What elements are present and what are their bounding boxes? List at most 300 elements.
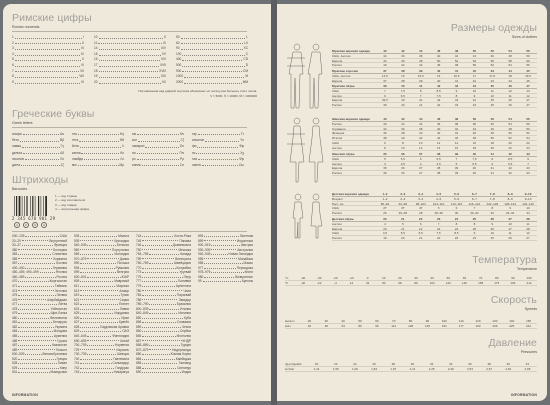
item-value: Украина	[54, 324, 67, 329]
table-cell: -40	[300, 275, 306, 280]
item-value: Великобритания	[42, 352, 67, 357]
table-cell: 36	[401, 171, 405, 176]
table-cell: 42	[454, 53, 459, 58]
dot-leader	[18, 307, 49, 310]
list-item	[132, 162, 184, 168]
table-cell: 6,5	[400, 93, 405, 98]
barcode-bar	[14, 196, 15, 216]
table-cell: 35	[383, 166, 387, 171]
table-cell: 116–122	[468, 201, 481, 206]
item-key: 400–440	[12, 265, 25, 270]
item-key: 930–939	[198, 247, 211, 252]
item-value: Малайзия	[238, 256, 253, 261]
barcode-bar	[19, 196, 21, 216]
dot-leader	[18, 370, 49, 373]
table-cell: 7	[455, 156, 458, 161]
item-value: Сингапур	[177, 365, 191, 370]
table-cell: 40	[436, 126, 441, 131]
item-key: хи	[192, 150, 196, 155]
table-cell: 90	[425, 318, 430, 323]
women-shoe-table	[332, 152, 537, 176]
item-key: дельта	[12, 150, 22, 155]
table-cell: 35	[383, 151, 387, 156]
child-figure-icon	[287, 192, 327, 242]
table-cell: 39	[454, 171, 459, 176]
row-label: США	[332, 140, 339, 145]
table-cell: 120	[475, 318, 481, 323]
table-cell: 50	[472, 116, 477, 121]
table-cell: 48	[419, 58, 423, 63]
table-cell: 41	[490, 151, 494, 156]
dot-leader	[98, 41, 162, 45]
item-value: Алжир	[119, 288, 129, 293]
dot-leader	[182, 69, 242, 73]
speed-table	[285, 319, 537, 329]
barcode-marker: 2	[23, 222, 29, 228]
shirt-size-table	[332, 69, 537, 83]
table-cell: 100	[526, 275, 532, 280]
table-cell: 48	[454, 121, 459, 126]
item-value: Книги	[244, 270, 253, 275]
table-cell: 41	[419, 98, 423, 103]
barcode-bar	[43, 196, 44, 216]
item-key: 870–879	[136, 347, 149, 352]
table-cell: 5	[384, 156, 386, 161]
table-cell: 48	[454, 116, 459, 121]
dot-leader	[18, 366, 59, 369]
table-cell: 46	[401, 58, 405, 63]
item-key: 624	[74, 306, 80, 311]
item-key: ро	[132, 156, 136, 161]
table-cell: 28	[526, 226, 530, 231]
item-value: Венесуэла	[175, 256, 191, 261]
dot-leader	[87, 275, 120, 278]
table-cell: 26	[372, 361, 376, 366]
item-key: 628	[74, 324, 80, 329]
table-cell: 20	[508, 140, 512, 145]
item-value: Франция	[53, 243, 67, 248]
table-row	[332, 171, 537, 176]
item-key: 980	[198, 274, 204, 279]
item-key: 478	[12, 306, 18, 311]
dot-leader	[80, 361, 111, 364]
dot-leader	[99, 52, 161, 56]
item-value: Молдова	[53, 329, 67, 334]
table-cell: 18,5	[525, 73, 531, 78]
barcode-legend	[55, 194, 89, 211]
table-cell: 38	[401, 131, 405, 136]
table-cell: 9–10	[524, 196, 532, 201]
dot-leader	[80, 266, 114, 269]
item-value: Σσ	[180, 162, 184, 167]
row-label: США	[332, 156, 339, 161]
table-cell: 40	[401, 103, 405, 108]
table-cell: 38	[436, 171, 441, 176]
table-cell: 37	[383, 78, 387, 83]
dot-leader	[18, 325, 54, 328]
dot-leader	[15, 41, 81, 45]
item-value: КНДР	[182, 338, 191, 343]
table-cell: 90	[511, 275, 515, 280]
table-cell: 42	[508, 171, 512, 176]
barcode-bar	[45, 196, 47, 216]
table-cell: 145	[424, 323, 430, 328]
table-cell: 50	[508, 131, 512, 136]
table-cell: 10	[382, 275, 386, 280]
table-cell: 64	[341, 323, 345, 328]
table-cell: 36	[401, 126, 405, 131]
table-cell: 2,11	[409, 366, 416, 371]
item-value: Таиланд	[178, 361, 191, 366]
table-cell: 8–9	[507, 196, 513, 201]
table-cell: 48	[454, 63, 459, 68]
item-value: Ливан	[57, 361, 67, 366]
item-value: XV	[161, 51, 166, 56]
table-cell: 56	[526, 48, 530, 53]
row-label: Россия	[332, 121, 342, 126]
item-key: 481	[12, 320, 18, 325]
row-label: Европа	[332, 226, 343, 231]
dot-leader	[204, 239, 236, 242]
table-cell: 26	[490, 226, 494, 231]
table-cell: 104	[429, 280, 435, 285]
item-key: 700–709	[74, 343, 87, 348]
item-value: Гондурас	[115, 365, 129, 370]
item-key: бета	[12, 138, 19, 143]
item-value: IV	[80, 51, 84, 56]
item-key: 784	[136, 293, 142, 298]
dot-leader	[18, 316, 49, 319]
table-cell: 42	[508, 166, 512, 171]
table-cell: 24	[472, 236, 477, 241]
dot-leader	[202, 162, 239, 166]
table-cell: 3,5	[400, 161, 405, 166]
item-value: Бельгия	[117, 243, 129, 248]
item-key: 754–755	[136, 252, 149, 257]
row-label: Европа	[332, 98, 343, 103]
dot-leader	[142, 266, 175, 269]
table-cell: 6	[491, 161, 494, 166]
dot-leader	[25, 352, 41, 355]
table-cell: 44	[508, 68, 512, 73]
item-key: пси	[192, 156, 198, 161]
table-cell: 2–3	[400, 191, 406, 196]
dot-leader	[142, 270, 178, 273]
temperature-title: Температура	[472, 254, 537, 266]
dot-leader	[80, 234, 117, 237]
table-cell: 16	[472, 140, 477, 145]
table-cell: 5	[455, 161, 458, 166]
item-value: Ζζ	[60, 162, 64, 167]
dot-leader	[211, 248, 236, 251]
table-cell: 46	[472, 131, 477, 136]
item-key: 380	[12, 247, 18, 252]
table-cell: 177	[458, 323, 464, 328]
barcode-bar	[22, 196, 23, 216]
table-cell: 48	[454, 48, 459, 53]
dot-leader	[182, 57, 242, 61]
table-cell: 30	[414, 275, 418, 280]
item-value: Колумбия	[176, 265, 191, 270]
dot-leader	[142, 361, 177, 364]
dot-leader	[142, 366, 176, 369]
temperature-table	[285, 276, 537, 286]
table-cell: 50	[358, 318, 362, 323]
item-key: 474	[12, 288, 18, 293]
table-cell: 43	[454, 83, 459, 88]
table-cell: 44	[419, 121, 423, 126]
item-value: Μμ	[119, 162, 124, 167]
dot-leader	[80, 143, 122, 147]
table-cell: 46	[454, 136, 459, 141]
table-cell: 86	[414, 280, 418, 285]
dot-leader	[18, 311, 49, 314]
table-cell: 37	[419, 151, 423, 156]
table-cell: 27	[526, 236, 530, 241]
item-value: Гонконг	[55, 347, 67, 352]
item-value: Панама	[179, 238, 191, 243]
item-key: 17	[94, 62, 98, 67]
table-cell: 68	[398, 280, 402, 285]
item-key: 746	[136, 243, 142, 248]
dot-leader	[182, 63, 244, 67]
item-key: 621	[74, 297, 80, 302]
table-cell: 20	[314, 361, 319, 366]
item-value: VII	[80, 68, 84, 73]
item-value: XVII	[159, 62, 166, 67]
item-key: 387	[12, 261, 18, 266]
table-cell: 1,41	[313, 366, 320, 371]
item-value: Ψψ	[239, 156, 244, 161]
table-cell: 42	[454, 126, 459, 131]
item-key: 460–469	[12, 274, 25, 279]
item-key: 880	[136, 352, 142, 357]
dot-leader	[25, 275, 55, 278]
barcode-marker: 1	[14, 222, 20, 228]
row-label: Англия	[332, 145, 342, 150]
table-cell: 193	[475, 323, 481, 328]
table-cell: 8	[455, 221, 458, 226]
table-cell: 44	[472, 103, 477, 108]
table-cell: 19	[383, 236, 387, 241]
table-column	[132, 131, 184, 168]
men-shoe-table	[332, 84, 537, 108]
item-value: ОАЭ	[122, 329, 129, 334]
item-key: 599	[74, 270, 80, 275]
table-cell: 54	[472, 58, 477, 63]
dot-leader	[18, 257, 52, 260]
table-cell: 43	[454, 103, 459, 108]
table-cell: 48	[490, 131, 494, 136]
item-key: пи	[132, 150, 136, 155]
item-value: Египет	[119, 302, 129, 307]
item-key: 540–549	[74, 243, 87, 248]
item-key: 690–695	[74, 338, 87, 343]
dot-leader	[25, 156, 59, 160]
table-cell: 20	[383, 216, 387, 221]
dot-leader	[137, 131, 179, 135]
item-key: сигма	[132, 162, 141, 167]
dot-leader	[18, 343, 51, 346]
item-key: 867	[136, 338, 142, 343]
table-column	[12, 35, 84, 85]
dot-leader	[87, 343, 114, 346]
table-cell: 30	[454, 211, 459, 216]
dot-leader	[142, 243, 171, 246]
row-label: миль/ч	[285, 318, 295, 323]
dot-leader	[87, 339, 119, 342]
item-value: Сальвадор	[112, 361, 129, 366]
dot-leader	[149, 261, 173, 264]
row-label: США	[332, 231, 339, 236]
item-value: Новая Зеландия	[228, 252, 253, 257]
item-key: 18	[94, 68, 98, 73]
dot-leader	[145, 143, 178, 147]
roman-note-line2: V = 5000, X̄ = 10000, M̄ = 1000000	[210, 93, 257, 98]
item-value: США	[59, 234, 67, 238]
table-cell: 43	[490, 78, 494, 83]
item-key: 858	[136, 320, 142, 325]
item-key: 570–579	[74, 256, 87, 261]
row-label: Европа	[332, 166, 343, 171]
table-cell: 5	[402, 221, 404, 226]
table-cell: 70	[392, 318, 396, 323]
dot-leader	[40, 270, 55, 273]
table-cell: 1–2	[382, 196, 388, 201]
item-value: Австрия	[240, 243, 253, 248]
item-key: 539	[74, 238, 80, 243]
table-cell: 50	[472, 121, 477, 126]
item-key: 955	[198, 256, 204, 261]
item-key: 786	[136, 297, 142, 302]
item-key: эпсилон	[12, 156, 25, 161]
table-cell: 6	[419, 156, 422, 161]
dot-leader	[80, 316, 120, 319]
table-row	[332, 63, 537, 68]
item-value: Коста-Рика	[174, 234, 191, 238]
table-cell: 1,97	[390, 366, 397, 371]
table-cell: 12	[508, 88, 512, 93]
table-cell: 3–4	[418, 196, 424, 201]
barcode-bar	[35, 196, 36, 216]
row-label: Италия	[332, 136, 343, 141]
table-column	[176, 35, 248, 85]
dot-leader	[205, 137, 239, 141]
item-key: 10	[94, 35, 98, 39]
item-value: Румыния	[115, 265, 129, 270]
dot-leader	[142, 370, 180, 373]
dot-leader	[149, 348, 171, 351]
table-cell: 3	[384, 161, 386, 166]
dot-leader	[149, 302, 175, 305]
item-value: Эстония	[54, 288, 67, 293]
dot-leader	[79, 137, 118, 141]
table-cell: 128–134	[504, 201, 517, 206]
item-key: эта	[72, 132, 77, 136]
item-value: XVIII	[159, 68, 166, 73]
table-cell: 40	[506, 361, 510, 366]
table-cell: 38	[419, 126, 423, 131]
item-key: 759	[136, 256, 142, 261]
sizes-title: Размеры одежды	[450, 22, 537, 34]
item-value: Австралия	[237, 247, 253, 252]
table-cell: 194	[510, 280, 516, 285]
item-key: 865	[136, 334, 142, 339]
dot-leader	[99, 57, 160, 61]
item-value: Перу	[183, 274, 191, 279]
dot-leader	[80, 252, 113, 255]
item-value: Αα	[60, 132, 64, 136]
item-value: I	[83, 35, 84, 39]
table-cell: 80	[495, 275, 499, 280]
table-cell: 23	[454, 236, 459, 241]
list-item	[136, 370, 191, 375]
table-cell: 39,5	[382, 98, 388, 103]
dot-leader	[80, 348, 115, 351]
table-cell: 46	[490, 53, 494, 58]
table-cell: 25	[472, 216, 477, 221]
table-cell: 48	[508, 53, 512, 58]
table-cell: 46	[508, 83, 512, 88]
dot-leader	[80, 248, 111, 251]
table-cell: 16	[436, 73, 441, 78]
table-cell: 40	[430, 275, 434, 280]
item-key: 940–949	[198, 252, 211, 257]
dot-leader	[196, 150, 239, 154]
barcode-note: 4 — контрольная цифра	[55, 206, 89, 211]
roman-note	[138, 88, 257, 99]
item-value: IX	[80, 79, 84, 84]
table-cell: 45	[526, 68, 530, 73]
dot-leader	[18, 261, 55, 264]
table-cell: 14	[349, 280, 354, 285]
dot-leader	[198, 131, 240, 135]
table-cell: 5,5	[472, 161, 477, 166]
table-cell: 40	[472, 151, 477, 156]
item-key: 789–790	[136, 302, 149, 307]
table-cell: 25	[472, 226, 477, 231]
table-cell: 44	[436, 136, 441, 141]
item-key: тета	[72, 138, 79, 143]
item-key: 99	[198, 279, 202, 284]
item-key: 619	[74, 293, 80, 298]
table-cell: 36	[401, 151, 405, 156]
item-value: Филиппины	[49, 315, 67, 320]
table-cell: 52	[490, 48, 494, 53]
table-cell: 41	[419, 83, 423, 88]
table-cell: 38	[383, 136, 387, 141]
dot-leader	[80, 270, 116, 273]
table-cell: 32	[365, 280, 370, 285]
item-key: 6	[12, 62, 14, 67]
table-cell: 9	[455, 88, 458, 93]
table-cell: 41	[454, 78, 459, 83]
table-cell: 46	[490, 126, 494, 131]
table-cell: 5,5	[400, 231, 405, 236]
table-cell: 42	[401, 121, 405, 126]
item-value: ЮАР	[121, 274, 129, 279]
table-cell: 40	[436, 68, 441, 73]
table-column	[74, 234, 129, 375]
table-cell: 7	[473, 206, 476, 211]
item-value: Сирия	[119, 297, 129, 302]
item-value: Мальта	[118, 234, 129, 238]
table-cell: 2,67	[486, 366, 493, 371]
dot-leader	[15, 35, 82, 39]
table-cell: 15	[401, 73, 405, 78]
row-label: Мужская верхняя одежда	[332, 48, 370, 53]
row-label: США	[332, 88, 339, 93]
